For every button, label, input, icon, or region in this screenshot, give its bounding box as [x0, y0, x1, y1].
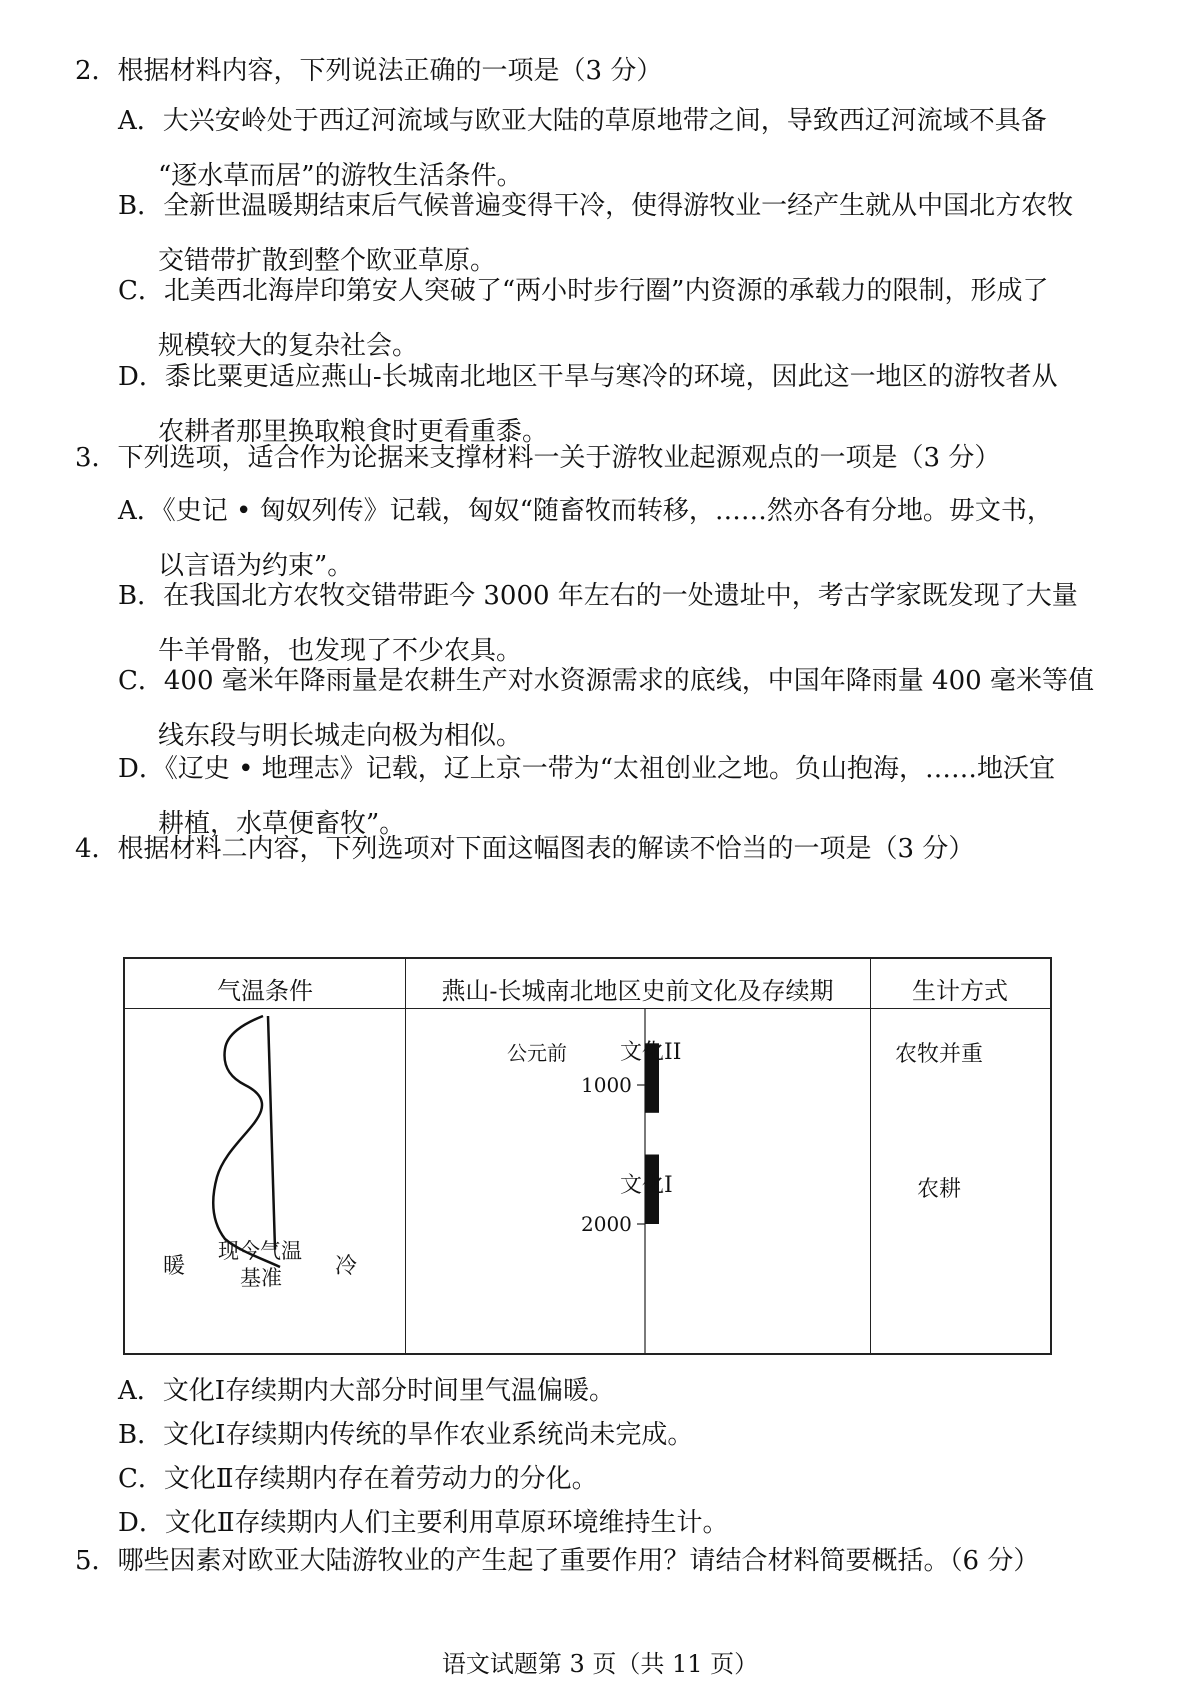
- question-2-option-a: [118, 100, 1047, 192]
- axis-tick-label-2000: 2000: [581, 1212, 632, 1236]
- option-line-2: 耕植，水草便畜牧”。: [158, 809, 406, 839]
- option-line-1: A．大兴安岭处于西辽河流域与欧亚大陆的草原地带之间，导致西辽河流域不具备: [118, 106, 1047, 136]
- option-line-1: D．《辽史 • 地理志》记载，辽上京一带为“太祖创业之地。负山抱海，……地沃宜: [118, 754, 1056, 784]
- question-2-stem: 2．根据材料内容，下列说法正确的一项是（3 分）: [75, 56, 663, 86]
- header-cultures: 燕山-长城南北地区史前文化及存续期: [441, 977, 834, 1005]
- header-temperature: 气温条件: [217, 977, 313, 1005]
- baseline-label-line-2: 基准: [240, 1266, 282, 1290]
- question-2-option-c: [118, 270, 1048, 362]
- question-4-stem: 4．根据材料二内容，下列选项对下面这幅图表的解读不恰当的一项是（3 分）: [75, 834, 975, 864]
- option-line-1: B．在我国北方农牧交错带距今 3000 年左右的一处遗址中，考古学家既发现了大量: [118, 581, 1078, 611]
- page-footer: 语文试题第 3 页（共 11 页）: [441, 1650, 759, 1678]
- option-line-2: 交错带扩散到整个欧亚草原。: [158, 246, 497, 276]
- question-3-option-b: [118, 575, 1078, 667]
- option-line-2: 农耕者那里换取粮食时更看重黍。: [158, 417, 549, 447]
- question-2-option-d: [118, 356, 1058, 448]
- option-line-2: 牛羊骨骼，也发现了不少农具。: [158, 636, 523, 666]
- question-4-option-d: D．文化Ⅱ存续期内人们主要利用草原环境维持生计。: [118, 1508, 729, 1538]
- option-line-1: B．全新世温暖期结束后气候普遍变得干冷，使得游牧业一经产生就从中国北方农牧: [118, 191, 1074, 221]
- question-5-stem: 5．哪些因素对欧亚大陆游牧业的产生起了重要作用？请结合材料简要概括。（6 分）: [75, 1546, 1040, 1576]
- question-2-option-b: [118, 185, 1073, 277]
- option-line-2: “逐水草而居”的游牧生活条件。: [158, 161, 523, 191]
- question-3-option-a: [118, 490, 1053, 582]
- question-3-stem: 3．下列选项，适合作为论据来支撑材料一关于游牧业起源观点的一项是（3 分）: [75, 443, 1001, 473]
- culture-climate-table: [123, 957, 1052, 1355]
- option-line-1: C．北美西北海岸印第安人突破了“两小时步行圈”内资源的承载力的限制，形成了: [118, 276, 1049, 306]
- question-4-option-a: A．文化Ⅰ存续期内大部分时间里气温偏暖。: [118, 1376, 616, 1406]
- table-graphics: [125, 959, 1050, 1353]
- option-line-1: D．黍比粟更适应燕山-长城南北地区干旱与寒冷的环境，因此这一地区的游牧者从: [118, 362, 1058, 392]
- baseline-label-line-1: 现今气温: [218, 1239, 302, 1263]
- temperature-baseline-line: [268, 1016, 275, 1249]
- question-4-option-c: C．文化Ⅱ存续期内存在着劳动力的分化。: [118, 1464, 598, 1494]
- option-line-1: C．400 毫米年降雨量是农耕生产对水资源需求的底线，中国年降雨量 400 毫米等值: [118, 666, 1094, 696]
- question-4-option-b: B．文化Ⅰ存续期内传统的旱作农业系统尚未完成。: [118, 1420, 694, 1450]
- option-line-2: 规模较大的复杂社会。: [158, 331, 419, 361]
- option-line-2: 线东段与明长城走向极为相似。: [158, 721, 523, 751]
- header-livelihood: 生计方式: [912, 977, 1008, 1005]
- option-line-2: 以言语为约束”。: [158, 551, 354, 581]
- cold-label: 冷: [335, 1254, 358, 1279]
- livelihood-culture-ii: 农牧并重: [895, 1042, 984, 1067]
- culture-ii-label: 文化II: [620, 1040, 682, 1065]
- livelihood-culture-i: 农耕: [917, 1177, 962, 1202]
- warm-label: 暖: [163, 1254, 186, 1279]
- question-3-option-d: [118, 748, 1055, 840]
- question-3-option-c: [118, 660, 1094, 752]
- option-line-1: A．《史记 • 匈奴列传》记载，匈奴“随畜牧而转移，……然亦各有分地。毋文书，: [118, 496, 1053, 526]
- axis-tick-label-1000: 1000: [581, 1073, 632, 1097]
- axis-label: 公元前: [507, 1041, 567, 1065]
- culture-i-label: 文化I: [620, 1173, 673, 1198]
